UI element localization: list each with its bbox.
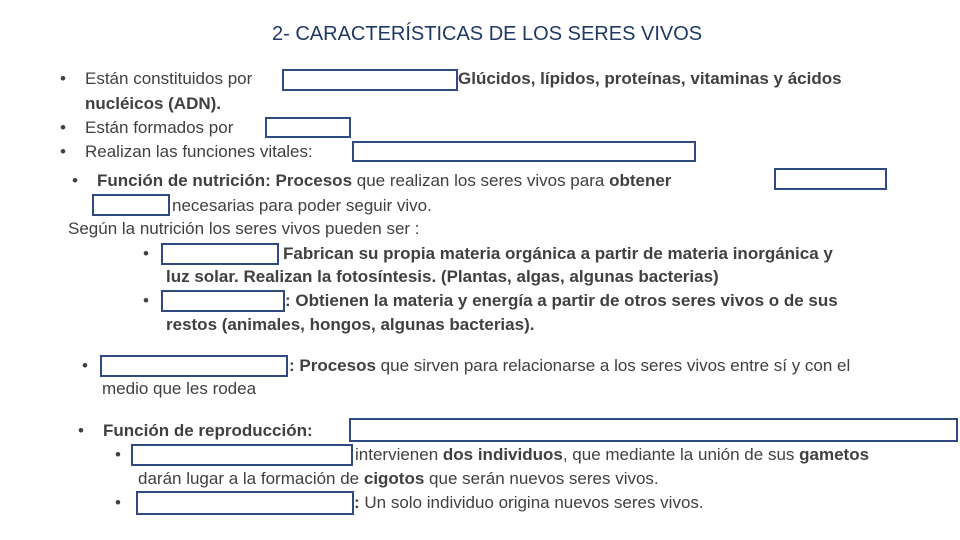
sexual-c: , que mediante la unión de sus <box>562 445 800 464</box>
bullet: • <box>60 142 66 161</box>
bullet: • <box>143 291 149 310</box>
asexual-line <box>354 492 704 514</box>
hetero-cont: restos (animales, hongos, algunas bacterias). <box>166 315 535 334</box>
asexual-colon: : <box>354 493 360 512</box>
bullet: • <box>115 493 121 512</box>
hetero-body: Obtienen la materia y energía a partir de otros seres vivos o de sus <box>290 291 838 310</box>
sexual-cigotos: cigotos <box>363 469 425 488</box>
bullet: • <box>60 69 66 88</box>
sexual-line <box>355 444 869 466</box>
auto-text: Fabrican su propia materia orgánica a partir de materia inorgánica y <box>283 244 833 263</box>
blank-box[interactable] <box>282 69 458 91</box>
blank-box[interactable] <box>161 243 279 265</box>
blank-box[interactable] <box>131 444 353 466</box>
blank-box[interactable] <box>136 491 354 515</box>
bullet: • <box>72 171 78 190</box>
line1-post: Glúcidos, lípidos, proteínas, vitaminas y ácidos <box>458 69 842 88</box>
nutricion-cont: necesarias para poder seguir vivo. <box>172 196 432 215</box>
segun-text: Según la nutrición los seres vivos pueden ser : <box>68 219 420 238</box>
blank-box[interactable] <box>774 168 887 190</box>
blank-box[interactable] <box>161 290 285 312</box>
nutricion-obtener: obtener <box>609 171 672 190</box>
hetero-colon: : <box>285 291 291 310</box>
line1-cont: nucléicos (ADN). <box>85 94 222 113</box>
blank-box[interactable] <box>352 141 696 162</box>
line2-pre: Están formados por <box>85 118 234 137</box>
relacion-cont: medio que les rodea <box>102 379 257 398</box>
nutricion-text: que realizan los seres vivos para <box>352 171 610 190</box>
line1-text <box>85 68 252 90</box>
asexual-text: Un solo individuo origina nuevos seres vivos. <box>359 493 704 512</box>
sexual-cont-c: que serán nuevos seres vivos. <box>424 469 659 488</box>
relacion-line <box>289 355 850 377</box>
blank-box[interactable] <box>265 117 351 138</box>
bullet: • <box>143 244 149 263</box>
blank-box[interactable] <box>349 418 958 442</box>
blank-box[interactable] <box>100 355 288 377</box>
bullet: • <box>82 356 88 375</box>
line1-pre: Están constituidos por <box>85 69 253 88</box>
sexual-a: intervienen <box>355 445 443 464</box>
sexual-cont-a: darán lugar a la formación de <box>138 469 364 488</box>
nutricion-line <box>97 170 671 192</box>
reproduccion-label: Función de reproducción: <box>103 421 313 440</box>
sexual-cont <box>138 468 659 490</box>
nutricion-procesos: Procesos <box>275 171 353 190</box>
page-title: 2- CARACTERÍSTICAS DE LOS SERES VIVOS <box>272 23 703 45</box>
relacion-procesos: : Procesos <box>289 356 376 375</box>
sexual-d: gametos <box>799 445 870 464</box>
bullet: • <box>60 118 66 137</box>
hetero-text <box>285 290 838 312</box>
line3-pre: Realizan las funciones vitales: <box>85 142 313 161</box>
bullet: • <box>78 421 84 440</box>
sexual-b: dos individuos <box>442 445 563 464</box>
auto-cont: luz solar. Realizan la fotosíntesis. (Plantas, algas, algunas bacterias) <box>166 267 719 286</box>
relacion-text: que sirven para relacionarse a los seres vivos entre sí y con el <box>375 356 851 375</box>
bullet: • <box>115 445 121 464</box>
nutricion-label: Función de nutrición: <box>97 171 276 190</box>
blank-box[interactable] <box>92 194 170 216</box>
